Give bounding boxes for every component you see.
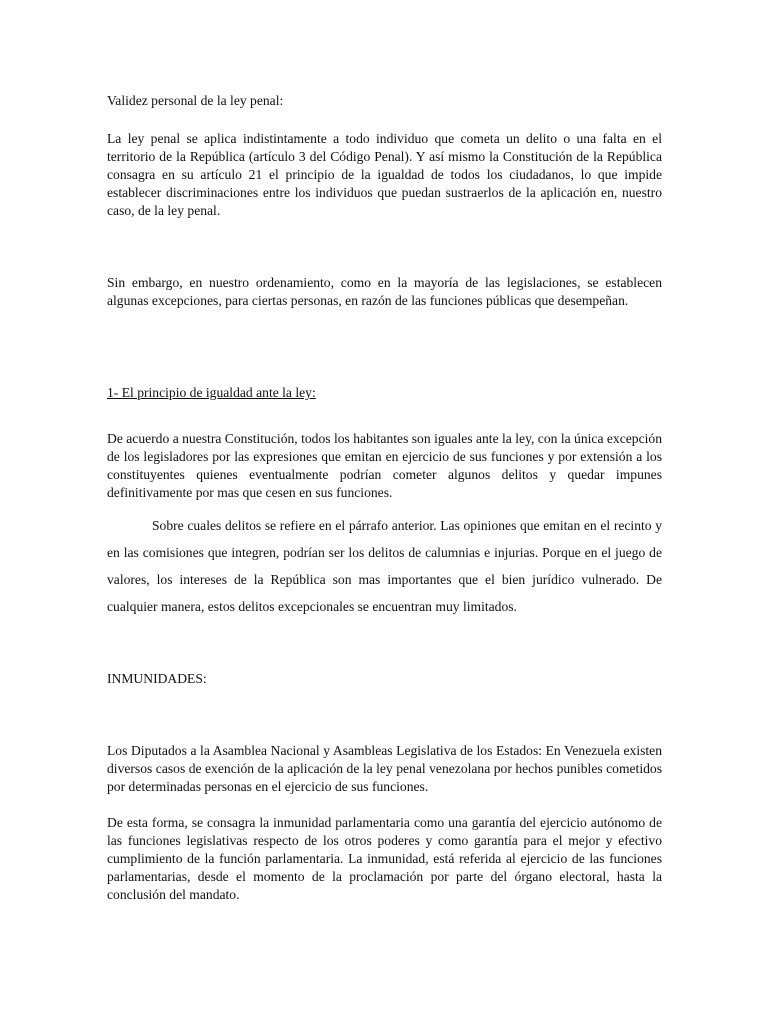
paragraph-parliamentary-immunity: De esta forma, se consagra la inmunidad parlamentaria como una garantía del ejercicio autónomo de las funciones legislativas respecto de los otros poderes y como garantía para el mejor y efectivo cumplimiento de la función parlamentaria. La inmunidad, está referida al ejercicio de las funciones parlamentarias, desde el momento de la proclamación por parte del órgano electoral, hasta la conclusión del mandato.: [107, 815, 662, 902]
paragraph-crimes-referred: Sobre cuales delitos se refiere en el párrafo anterior. Las opiniones que emitan en el recinto y en las comisiones que integren, podrían ser los delitos de calumnias e injurias. Porque en el juego de valores, los intereses de la República son mas importantes que el bien jurídico vulnerado. De cualquier manera, estos delitos excepcionales se encuentran muy limitados.: [107, 518, 662, 614]
paragraph-exceptions: Sin embargo, en nuestro ordenamiento, como en la mayoría de las legislaciones, se establecen algunas excepciones, para ciertas personas, en razón de las funciones públicas que desempeñan.: [107, 275, 662, 308]
section-heading-equality-principle: 1- El principio de igualdad ante la ley:: [107, 385, 316, 400]
section-heading-immunities: INMUNIDADES:: [107, 671, 207, 686]
paragraph-deputies: Los Diputados a la Asamblea Nacional y Asambleas Legislativa de los Estados: En Venezuela existen diversos casos de exención de la aplicación de la ley penal venezolana por hechos punibles cometidos por determinadas personas en el ejercicio de sus funciones.: [107, 743, 662, 794]
paragraph-territorial-application: La ley penal se aplica indistintamente a todo individuo que cometa un delito o una falta en el territorio de la República (artículo 3 del Código Penal). Y así mismo la Constitución de la República consagra en su artículo 21 el principio de la igualdad de todos los ciudadanos, lo que impide establecer discriminaciones entre los individuos que puedan sustraerlos de la aplicación en, nuestro caso, de la ley penal.: [107, 131, 662, 218]
document-title: Validez personal de la ley penal:: [107, 93, 284, 108]
paragraph-constitution-equality: De acuerdo a nuestra Constitución, todos los habitantes son iguales ante la ley, con la única excepción de los legisladores por las expresiones que emitan en ejercicio de sus funciones y por extensión a los constituyentes quienes eventualmente podrían cometer algunos delitos y quedar impunes definitivamente por mas que cesen en sus funciones.: [107, 431, 662, 500]
